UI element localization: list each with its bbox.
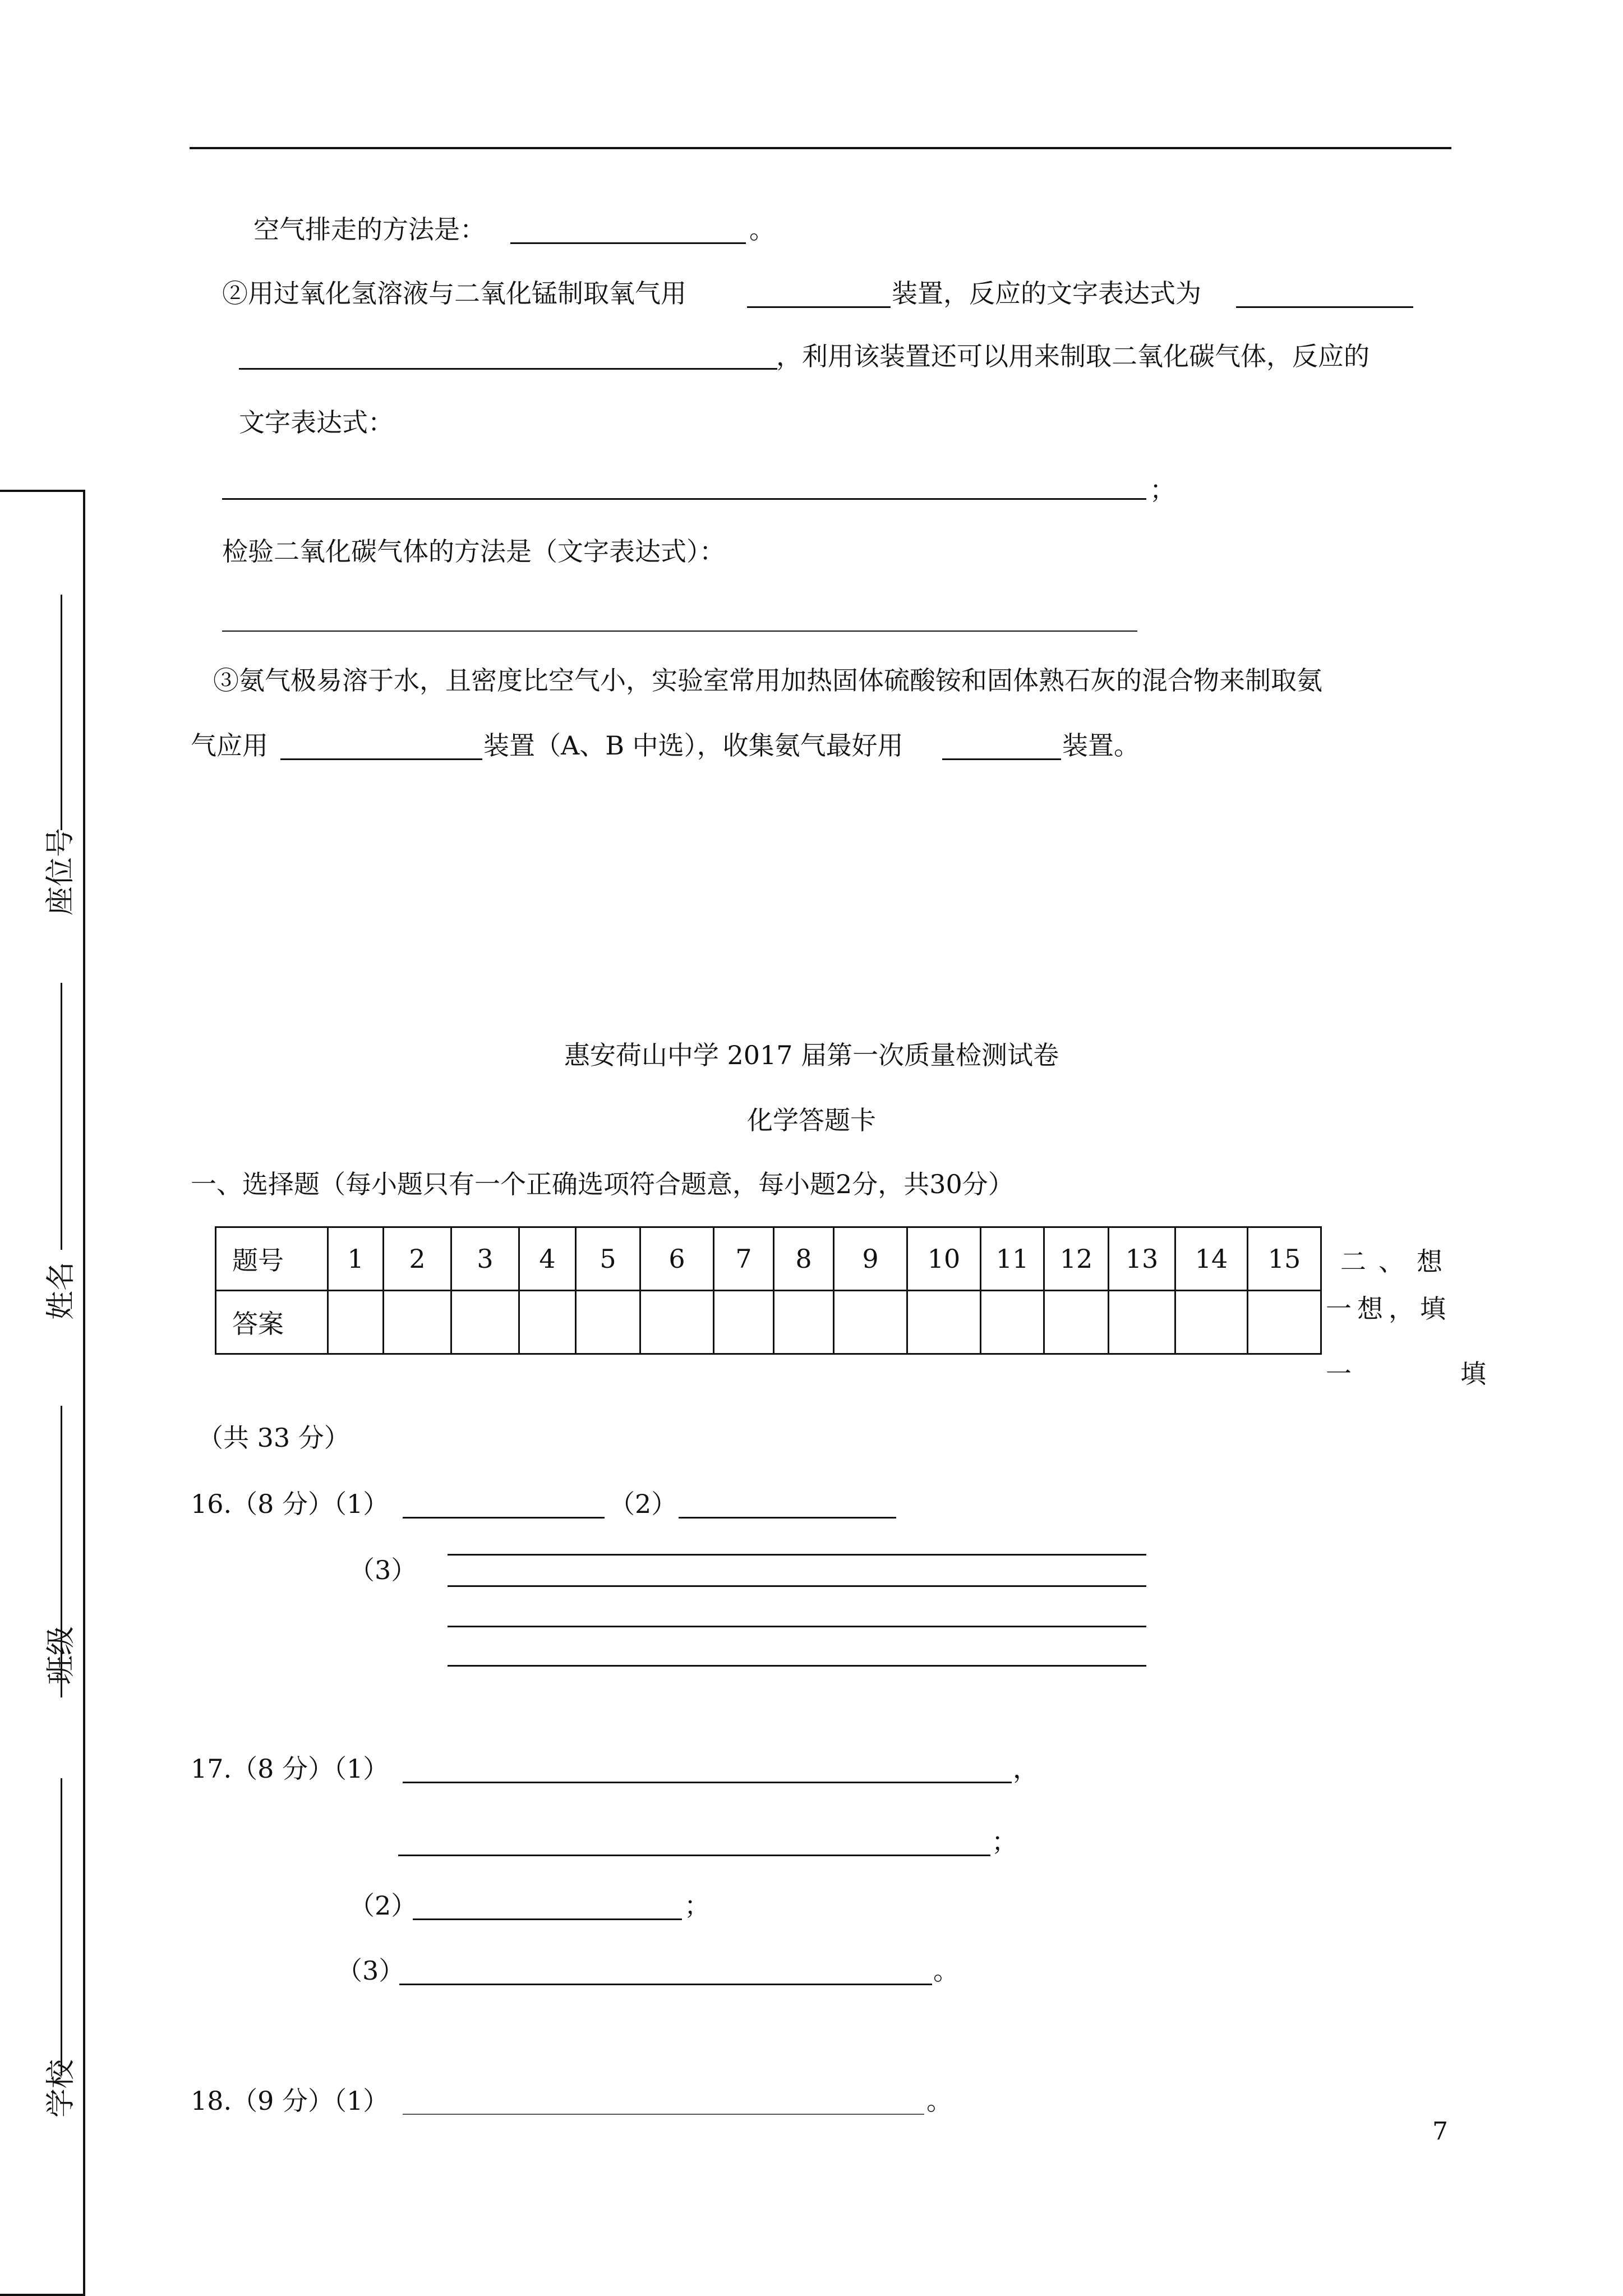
- q17-part3-end: 。: [933, 1955, 959, 1986]
- q15-answer-blank-7[interactable]: [280, 758, 482, 760]
- q16-blank-3a[interactable]: [448, 1554, 1146, 1556]
- section2-heading-part3: 一 填: [1326, 1359, 1505, 1389]
- answer-cell[interactable]: [1044, 1291, 1109, 1354]
- q15-answer-blank-2[interactable]: [747, 306, 891, 308]
- question-number-cell: 2: [384, 1227, 451, 1291]
- q16-blank-3c[interactable]: [448, 1626, 1146, 1627]
- answer-cell[interactable]: [774, 1291, 834, 1354]
- section1-heading: 一、选择题（每小题只有一个正确选项符合题意，每小题2分，共30分）: [191, 1169, 1014, 1199]
- q16-blank-1[interactable]: [403, 1517, 605, 1519]
- q15-line1-text: 空气排走的方法是：: [253, 214, 486, 245]
- q17-blank-1b[interactable]: [398, 1855, 990, 1856]
- q17-blank-2[interactable]: [413, 1918, 682, 1920]
- q15-line4-text: 文字表达式：: [239, 407, 394, 438]
- q15-line1-suffix: 。: [749, 214, 775, 245]
- header-rule: [190, 147, 1451, 149]
- question-number-cell: 13: [1109, 1227, 1175, 1291]
- q18-label: 18.（9 分）（1）: [191, 2086, 389, 2116]
- answer-card-subtitle: 化学答题卡: [747, 1105, 876, 1135]
- class-label: 班级: [44, 1626, 78, 1685]
- answer-table: [215, 1226, 1322, 1355]
- seat-number-label: 座位号: [44, 827, 77, 915]
- answer-cell[interactable]: [907, 1291, 981, 1354]
- school-blank[interactable]: [61, 1778, 62, 2076]
- answer-cell[interactable]: [576, 1291, 640, 1354]
- question-number-cell: 8: [774, 1227, 834, 1291]
- section2-heading-part2: 一想，填: [1326, 1294, 1451, 1324]
- question-number-cell: 14: [1175, 1227, 1248, 1291]
- q15-line8-prefix: 气应用: [191, 730, 268, 761]
- q15-answer-blank-1[interactable]: [510, 242, 746, 244]
- q15-answer-blank-8[interactable]: [942, 758, 1061, 760]
- q16-label: 16.（8 分）（1）: [191, 1489, 389, 1519]
- q15-answer-blank-3[interactable]: [1236, 306, 1413, 308]
- answer-cell[interactable]: [1175, 1291, 1248, 1354]
- school-label: 学校: [44, 2059, 78, 2118]
- question-number-cell: 12: [1044, 1227, 1109, 1291]
- q15-line6-text: 检验二氧化碳气体的方法是（文字表达式）：: [222, 536, 725, 567]
- name-label: 姓名: [44, 1261, 78, 1320]
- q16-part2-label: （2）: [609, 1489, 677, 1519]
- question-number-cell: 7: [714, 1227, 774, 1291]
- q16-blank-3d[interactable]: [448, 1665, 1146, 1667]
- q17-comma: ，: [1013, 1754, 1039, 1784]
- q17-label: 17.（8 分）（1）: [191, 1754, 389, 1784]
- q17-part2-label: （2）: [349, 1890, 417, 1921]
- q15-answer-blank-5[interactable]: [222, 498, 1146, 500]
- answer-cell[interactable]: [328, 1291, 384, 1354]
- q17-part3-label: （3）: [336, 1955, 405, 1986]
- q18-blank-1[interactable]: [403, 2114, 924, 2115]
- answer-card-title: 惠安荷山中学 2017 届第一次质量检测试卷: [564, 1040, 1059, 1070]
- answer-cell[interactable]: [1248, 1291, 1321, 1354]
- answer-cell[interactable]: [981, 1291, 1044, 1354]
- section2-heading-part4: （共 33 分）: [197, 1423, 350, 1453]
- answer-cell[interactable]: [519, 1291, 576, 1354]
- q15-line8-suffix: 装置。: [1062, 730, 1140, 761]
- q17-blank-1a[interactable]: [403, 1782, 1012, 1783]
- q17-semicolon: ；: [992, 1826, 1017, 1857]
- q16-blank-2[interactable]: [679, 1517, 896, 1519]
- question-number-cell: 10: [907, 1227, 981, 1291]
- question-number-cell: 3: [451, 1227, 519, 1291]
- answer-header: 答案: [216, 1291, 328, 1354]
- q18-end: 。: [926, 2086, 952, 2116]
- answer-cell[interactable]: [384, 1291, 451, 1354]
- q16-part3-label: （3）: [349, 1555, 417, 1585]
- question-number-cell: 4: [519, 1227, 576, 1291]
- seat-number-blank[interactable]: [61, 595, 62, 830]
- q16-blank-3b[interactable]: [448, 1585, 1146, 1587]
- q15-line8-middle: 装置（A、B 中选），收集氨气最好用: [483, 730, 903, 761]
- table-row: [216, 1291, 1321, 1354]
- question-number-cell: 6: [640, 1227, 714, 1291]
- answer-cell[interactable]: [714, 1291, 774, 1354]
- table-row: [216, 1227, 1321, 1291]
- answer-cell[interactable]: [1109, 1291, 1175, 1354]
- question-number-cell: 11: [981, 1227, 1044, 1291]
- q15-line5-suffix: ；: [1150, 475, 1175, 505]
- question-number-cell: 1: [328, 1227, 384, 1291]
- answer-cell[interactable]: [834, 1291, 907, 1354]
- binding-strip: [0, 490, 85, 2296]
- q17-blank-3[interactable]: [399, 1984, 932, 1985]
- q15-line2-middle: 装置，反应的文字表达式为: [892, 278, 1201, 309]
- q15-line2-text: ②用过氧化氢溶液与二氧化锰制取氧气用: [222, 278, 686, 309]
- q15-answer-blank-4[interactable]: [239, 368, 777, 370]
- q15-line7-text: ③氨气极易溶于水，且密度比空气小，实验室常用加热固体硫酸铵和固体熟石灰的混合物来制取氨: [213, 665, 1322, 696]
- q15-line3-text: ，利用该装置还可以用来制取二氧化碳气体，反应的: [776, 341, 1370, 371]
- question-number-header: 题号: [216, 1227, 328, 1291]
- page-number: 7: [1432, 2117, 1448, 2146]
- answer-cell[interactable]: [451, 1291, 519, 1354]
- question-number-cell: 9: [834, 1227, 907, 1291]
- section2-heading-part1: 二、想: [1340, 1246, 1455, 1277]
- question-number-cell: 15: [1248, 1227, 1321, 1291]
- q17-part2-end: ；: [684, 1890, 710, 1921]
- q15-answer-blank-6[interactable]: [222, 631, 1137, 632]
- answer-cell[interactable]: [640, 1291, 714, 1354]
- question-number-cell: 5: [576, 1227, 640, 1291]
